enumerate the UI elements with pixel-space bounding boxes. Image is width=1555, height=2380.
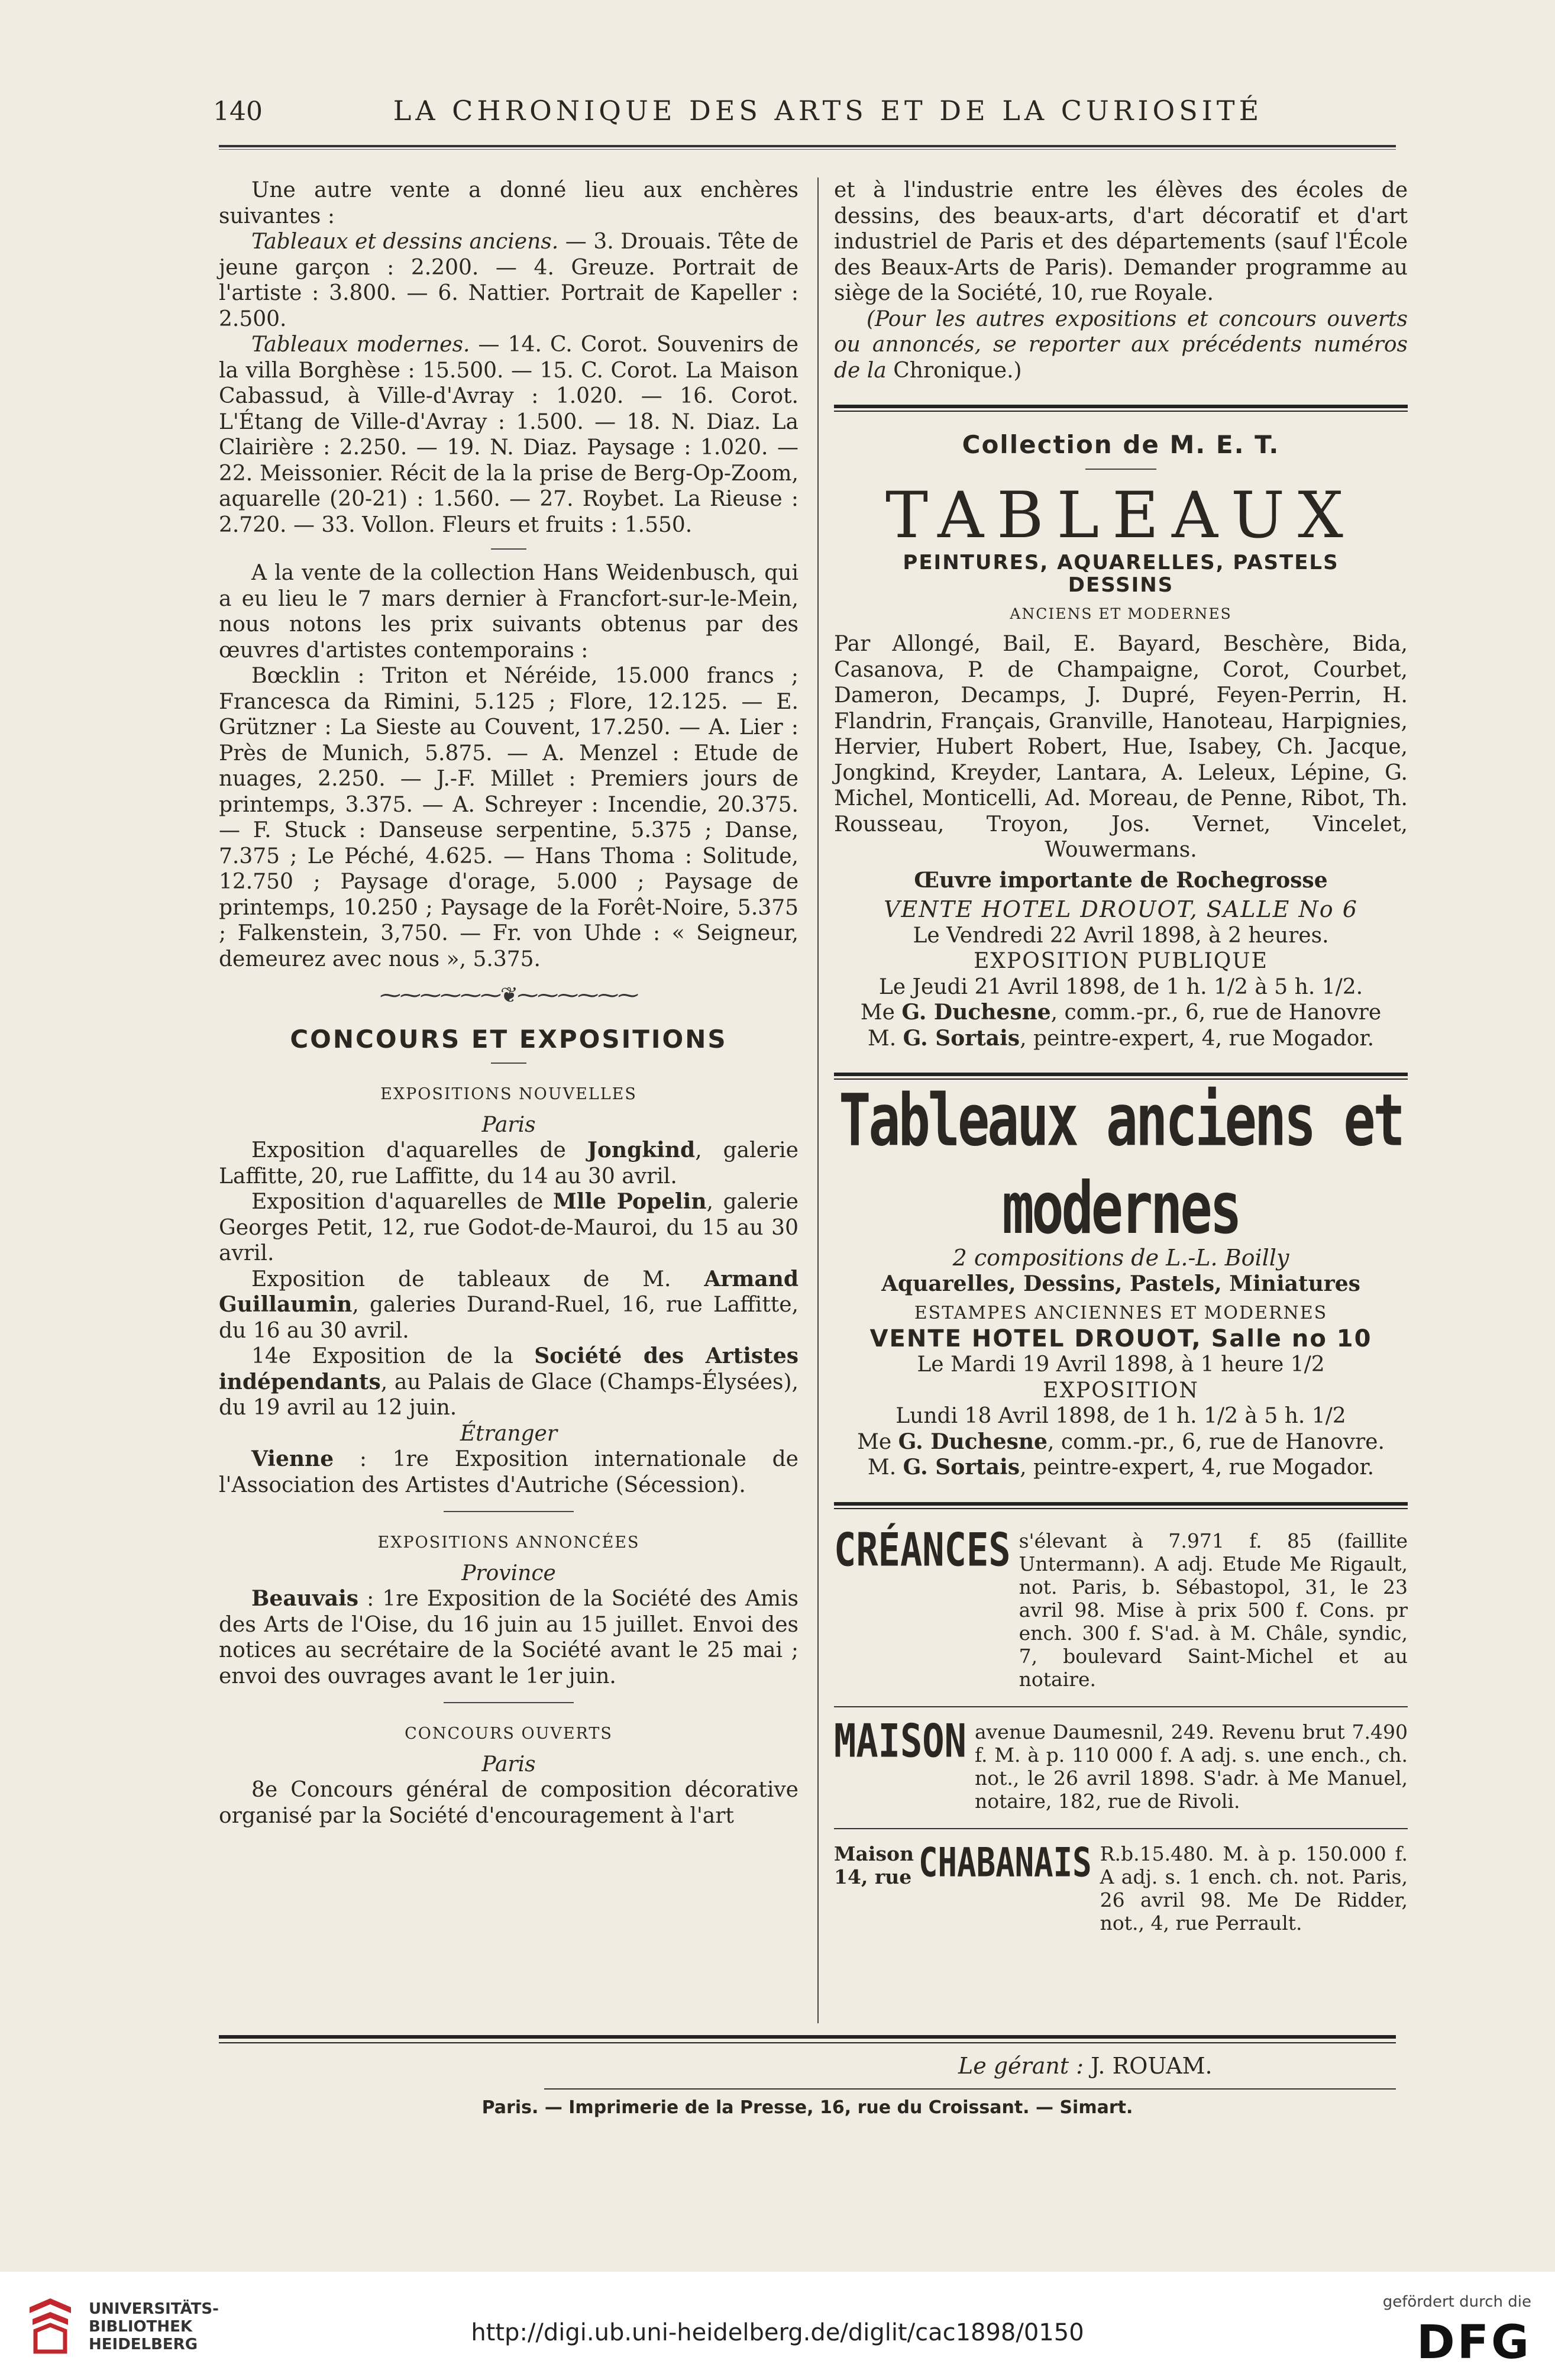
ad-headline: Tableaux anciens et modernes (839, 1078, 1403, 1251)
section-title: CONCOURS ET EXPOSITIONS (290, 1024, 728, 1054)
subsection-heading: EXPOSITIONS ANNONCÉES (377, 1533, 640, 1552)
paragraph: Exposition d'aquarelles de Mlle Popelin, galerie Georges Petit, 12, rue Godot-de-Mauroi, du 15 au 30 avril. (219, 1189, 798, 1265)
paragraph: Exposition de tableaux de M. Armand Guillaumin, galeries Durand-Ruel, 16, rue Laffitte, du 16 au 30 avril. (219, 1266, 798, 1343)
paragraph: et à l'industrie entre les élèves des écoles de dessins, des beaux-arts, d'art décoratif et d'art industriel de Paris et des départements (sauf l'École des Beaux-Arts de Paris). Demander programme au siège de la Société, 10, rue Royale. (834, 178, 1408, 305)
double-rule (834, 1502, 1408, 1509)
paragraph: Une autre vente a donné lieu aux enchères suivantes : (219, 178, 798, 228)
left-column (219, 177, 798, 1829)
ad-collection-title: Collection de M. E. T. (962, 430, 1280, 459)
separator (834, 1706, 1408, 1707)
separator (444, 1702, 574, 1703)
separator (834, 1828, 1408, 1829)
ad-subtitle-small: ESTAMPES ANCIENNES ET MODERNES (914, 1303, 1328, 1323)
university-library-name: UNIVERSITÄTS- BIBLIOTHEK HEIDELBERG (89, 2300, 219, 2353)
ad-heading: MAISON (834, 1713, 966, 1768)
ad-text: avenue Daumesnil, 249. Revenu brut 7.490 f. M. à p. 110 000 f. A adj. s. une ench., ch. not., le 26 avril 1898. S'adr. à Me Manuel, notaire, 182, rue de Rivoli. (974, 1720, 1408, 1813)
city-heading: Paris (481, 1752, 536, 1777)
ad-exhibition-heading: EXPOSITION PUBLIQUE (974, 949, 1268, 973)
ad-subtitle: 2 compositions de L.-L. Boilly (952, 1245, 1289, 1271)
subsection-heading: EXPOSITIONS NOUVELLES (380, 1085, 637, 1103)
ad-subtitle: DESSINS (1068, 573, 1174, 597)
city-heading: Province (461, 1561, 556, 1585)
ad-artist-list: Par Allongé, Bail, E. Bayard, Beschère, Bida, Casanova, P. de Champaigne, Corot, Courbet, Dameron, Decamps, J. Dupré, Feyen-Perrin, H. Flandrin, Français, Granville, Hanoteau, Harpignies, Hervier, Hubert Robert, Hue, Isabey, Ch. Jacque, Jongkind, Kreyder, Lantara, A. Leleux, Lépine, G. Michel, Monticelli, Ad. Moreau, de Penne, Ribot, Th. Rousseau, Troyon, Jos. Vernet, Vincelet, Wouwermans. (834, 632, 1408, 862)
ad-headline: TABLEAUX (885, 478, 1356, 553)
ad-exhibition-date: Le Jeudi 21 Avril 1898, de 1 h. 1/2 à 5 h. 1/2. (878, 974, 1363, 999)
paragraph: Tableaux modernes. — 14. C. Corot. Souvenirs de la villa Borghèse : 15.500. — 15. C. Corot. La Maison Cabassud, à Ville-d'Avray : 1.020. — 16. Corot. L'Étang de Ville-d'Avray : 1.500. — 18. N. Diaz. La Clairière : 2.250. — 19. N. Diaz. Paysage : 1.020. — 22. Meissonier. Récit de la la prise de Berg-Op-Zoom, aquarelle (20-21) : 1.560. — 27. Roybet. La Rieuse : 2.720. — 33. Vollon. Fleurs et fruits : 1.550. (219, 332, 799, 537)
page-number: 140 (213, 96, 263, 127)
ad-sale-date: Le Vendredi 22 Avril 1898, à 2 heures. (913, 923, 1329, 948)
classified-ad (834, 1713, 1408, 1813)
right-column (834, 177, 1408, 1935)
subsection-heading: CONCOURS OUVERTS (405, 1725, 613, 1743)
paragraph: Vienne : 1re Exposition internationale de l'Association des Artistes d'Autriche (Sécession). (219, 1446, 798, 1497)
paragraph: Tableaux et dessins anciens. — 3. Drouais. Tête de jeune garçon : 2.200. — 4. Greuze. Portrait de l'artiste : 3.800. — 6. Nattier. Portrait de Kapeller : 2.500. (219, 230, 798, 331)
city-heading: Paris (481, 1112, 536, 1137)
ad-heading: CRÉANCES (834, 1522, 1011, 1577)
ad-contact: Me G. Duchesne, comm.-pr., 6, rue de Hanovre (860, 1000, 1382, 1025)
paragraph: A la vente de la collection Hans Weidenbusch, qui a eu lieu le 7 mars dernier à Francfort-sur-le-Mein, nous notons les prix suivants obtenus par des œuvres d'artistes contemporains : (219, 561, 798, 663)
ad-contact: M. G. Sortais, peintre-expert, 4, rue Mogador. (867, 1455, 1375, 1480)
funding-note: gefördert durch die (1382, 2293, 1531, 2311)
header-rule-thin (219, 149, 1396, 150)
ad-note: Œuvre importante de Rochegrosse (914, 867, 1328, 893)
ad-text: R.b.15.480. M. à p. 150.000 f. A adj. s. 1 ench. ch. not. Paris, 26 avril 98. Me De Ridder, not., 4, rue Perrault. (1100, 1842, 1408, 1935)
ad-contact: M. G. Sortais, peintre-expert, 4, rue Mogador. (867, 1025, 1375, 1051)
ad-contact: Me G. Duchesne, comm.-pr., 6, rue de Hanovre. (857, 1429, 1385, 1454)
printer-line: Paris. — Imprimerie de la Presse, 16, rue du Croissant. — Simart. (481, 2097, 1133, 2118)
ad-subtitle-small: ANCIENS ET MODERNES (1010, 605, 1232, 622)
ad-sale-location: VENTE HOTEL DROUOT, Salle no 10 (869, 1325, 1372, 1352)
header-rule (219, 145, 1396, 147)
classified-ad (834, 1839, 1408, 1935)
separator (444, 1511, 574, 1512)
ad-heading: CHABANAIS (919, 1839, 1092, 1886)
ad-exhibition-heading: EXPOSITION (1043, 1378, 1199, 1403)
dfg-logo: DFG (1416, 2316, 1531, 2369)
column-rule (817, 177, 819, 2023)
separator (491, 548, 526, 550)
ad-subtitle: Aquarelles, Dessins, Pastels, Miniatures (881, 1271, 1360, 1296)
ad-text: s'élevant à 7.971 f. 85 (faillite Untermann). A adj. Etude Me Rigault, not. Paris, b. Sébastopol, 31, le 23 avril 98. Mise à prix 500 f. Cons. pr ench. 300 f. S'ad. à M. Châle, syndic, 7, boulevard Saint-Michel et au notaire. (1019, 1529, 1408, 1691)
paragraph: (Pour les autres expositions et concours ouverts ou annoncés, se reporter aux précédents numéros de la Chronique.) (834, 306, 1408, 383)
ad-prefix: Maison 14, rue (834, 1842, 914, 1888)
paragraph: 14e Exposition de la Société des Artistes indépendants, au Palais de Glace (Champs-Élysées), du 19 avril au 12 juin. (219, 1344, 798, 1420)
footer-rule-thin (219, 2042, 1396, 2043)
journal-title: LA CHRONIQUE DES ARTS ET DE LA CURIOSITÉ (393, 95, 1263, 127)
footer-rule (219, 2035, 1396, 2039)
permalink-url[interactable]: http://digi.ub.uni-heidelberg.de/diglit/cac1898/0150 (471, 2319, 1084, 2346)
paragraph: Beauvais : 1re Exposition de la Société des Amis des Arts de l'Oise, du 16 juin au 15 juillet. Envoi des notices au secrétaire de la Société avant le 25 mai ; envoi des ouvrages avant le 1er juin. (219, 1586, 798, 1688)
ad-subtitle: PEINTURES, AQUARELLES, PASTELS (903, 550, 1339, 574)
double-rule (834, 405, 1408, 412)
paragraph: 8e Concours général de composition décorative organisé par la Société d'encouragement à l'art (219, 1778, 798, 1828)
ornament-divider: ⁓⁓⁓⁓⁓⁓❦⁓⁓⁓⁓⁓⁓ (379, 983, 638, 1007)
city-heading: Étranger (460, 1421, 558, 1446)
footer-rule (544, 2088, 1396, 2090)
ad-sale-date: Le Mardi 19 Avril 1898, à 1 heure 1/2 (917, 1352, 1325, 1377)
viewer-footer-bar (0, 2272, 1555, 2380)
paragraph: Exposition d'aquarelles de Jongkind, galerie Laffitte, 20, rue Laffitte, du 14 au 30 avril. (219, 1138, 798, 1189)
ad-sale-location: VENTE HOTEL DROUOT, SALLE No 6 (884, 896, 1358, 922)
ad-exhibition-date: Lundi 18 Avril 1898, de 1 h. 1/2 à 5 h. 1/2 (896, 1404, 1346, 1428)
paragraph: Bœcklin : Triton et Néréide, 15.000 francs ; Francesca da Rimini, 5.125 ; Flore, 12.125. — E. Grützner : La Sieste au Couvent, 17.250. — A. Lier : Près de Munich, 5.875. — A. Menzel : Etude de nuages, 2.250. — J.-F. Millet : Premiers jours de printemps, 3.375. — A. Schreyer : Incendie, 20.375. — F. Stuck : Danseuse serpentine, 5.375 ; Danse, 7.375 ; Le Péché, 4.625. — Hans Thoma : Solitude, 12.750 ; Paysage d'orage, 5.000 ; Paysage de printemps, 10.250 ; Paysage de la Forêt-Noire, 5.375 ; Falkenstein, 3,750. — Fr. von Uhde : « Seigneur, demeurez avec nous », 5.375. (219, 664, 798, 971)
classified-ad (834, 1522, 1408, 1691)
separator (1085, 469, 1156, 470)
separator (491, 1063, 526, 1064)
page-header (213, 95, 1366, 127)
gerant-line: Le gérant : J. ROUAM. (958, 2053, 1213, 2079)
